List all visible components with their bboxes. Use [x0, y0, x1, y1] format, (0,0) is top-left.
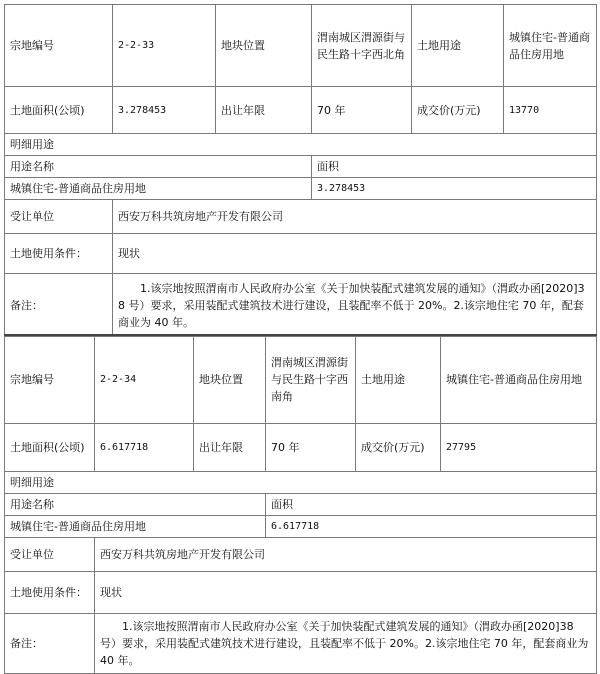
parcel-no-value: 2-2-34: [95, 335, 194, 423]
conditions-value: 现状: [113, 234, 597, 274]
conditions-label: 土地使用条件：: [5, 571, 95, 613]
land-use-value: 城镇住宅-普通商品住房用地: [441, 335, 597, 423]
remark-value: 1.该宗地按照渭南市人民政府办公室《关于加快装配式建筑发展的通知》（渭政办函[2020]38 号）要求，采用装配式建筑技术进行建设，且装配率不低于 20%。2.该宗地住宅 70 年，配套商业为 40 年。: [100, 619, 589, 667]
use-name-label: 用途名称: [5, 493, 266, 515]
price-value: 27795: [441, 423, 597, 471]
location-value: 渭南城区渭源街与民生路十字西北角: [312, 5, 412, 87]
term-label: 出让年限: [194, 423, 266, 471]
parcel-no-label: 宗地编号: [5, 5, 113, 87]
parcel-1-row-remark: [5, 274, 597, 337]
assignee-label: 受让单位: [5, 537, 95, 571]
term-value: 70 年: [312, 87, 412, 134]
parcel-1-row-area: [5, 87, 597, 134]
parcel-2-row-remark: [5, 613, 597, 673]
detail-use-label: 明细用途: [5, 471, 597, 493]
price-label: 成交价(万元): [412, 87, 504, 134]
price-label: 成交价(万元): [356, 423, 441, 471]
remark-cell: [95, 613, 597, 673]
area-label: 土地面积(公顷): [5, 87, 113, 134]
parcel-no-label: 宗地编号: [5, 335, 95, 423]
parcel-1-row-use-value: [5, 178, 597, 200]
term-value: 70 年: [266, 423, 356, 471]
use-area-value: 6.617718: [266, 515, 597, 537]
location-label: 地块位置: [194, 335, 266, 423]
use-area-label: 面积: [312, 156, 597, 178]
parcel-no-value: 2-2-33: [113, 5, 216, 87]
assignee-value: 西安万科共筑房地产开发有限公司: [95, 537, 597, 571]
assignee-label: 受让单位: [5, 200, 113, 234]
area-label: 土地面积(公顷): [5, 423, 95, 471]
location-label: 地块位置: [216, 5, 312, 87]
use-name-value: 城镇住宅-普通商品住房用地: [5, 178, 312, 200]
area-value: 6.617718: [95, 423, 194, 471]
price-value: 13770: [504, 87, 597, 134]
parcel-2-row-detail: [5, 471, 597, 493]
remark-cell: [113, 274, 597, 337]
parcel-2-row-use-value: [5, 515, 597, 537]
parcel-2-row-header: [5, 335, 597, 423]
parcel-2-row-conditions: [5, 571, 597, 613]
land-use-value: 城镇住宅-普通商品住房用地: [504, 5, 597, 87]
use-name-value: 城镇住宅-普通商品住房用地: [5, 515, 266, 537]
use-area-label: 面积: [266, 493, 597, 515]
use-name-label: 用途名称: [5, 156, 312, 178]
parcel-1-row-conditions: [5, 234, 597, 274]
use-area-value: 3.278453: [312, 178, 597, 200]
remark-label: 备注：: [5, 613, 95, 673]
detail-use-label: 明细用途: [5, 134, 597, 156]
location-value: 渭南城区渭源街与民生路十字西南角: [266, 335, 356, 423]
parcel-2-row-area: [5, 423, 597, 471]
parcel-1-row-detail: [5, 134, 597, 156]
land-use-label: 土地用途: [356, 335, 441, 423]
parcel-table-1: [4, 4, 597, 337]
conditions-value: 现状: [95, 571, 597, 613]
parcel-2-row-use-header: [5, 493, 597, 515]
parcel-table-2: [4, 334, 597, 674]
parcel-1-row-use-header: [5, 156, 597, 178]
parcel-1-row-assignee: [5, 200, 597, 234]
conditions-label: 土地使用条件：: [5, 234, 113, 274]
assignee-value: 西安万科共筑房地产开发有限公司: [113, 200, 597, 234]
area-value: 3.278453: [113, 87, 216, 134]
remark-value: 1.该宗地按照渭南市人民政府办公室《关于加快装配式建筑发展的通知》（渭政办函[2020]38 号）要求，采用装配式建筑技术进行建设，且装配率不低于 20%。2.该宗地住宅 70 年，配套商业为 40 年。: [118, 281, 585, 329]
land-use-label: 土地用途: [412, 5, 504, 87]
remark-label: 备注：: [5, 274, 113, 337]
parcel-1-row-header: [5, 5, 597, 87]
parcel-2-row-assignee: [5, 537, 597, 571]
term-label: 出让年限: [216, 87, 312, 134]
